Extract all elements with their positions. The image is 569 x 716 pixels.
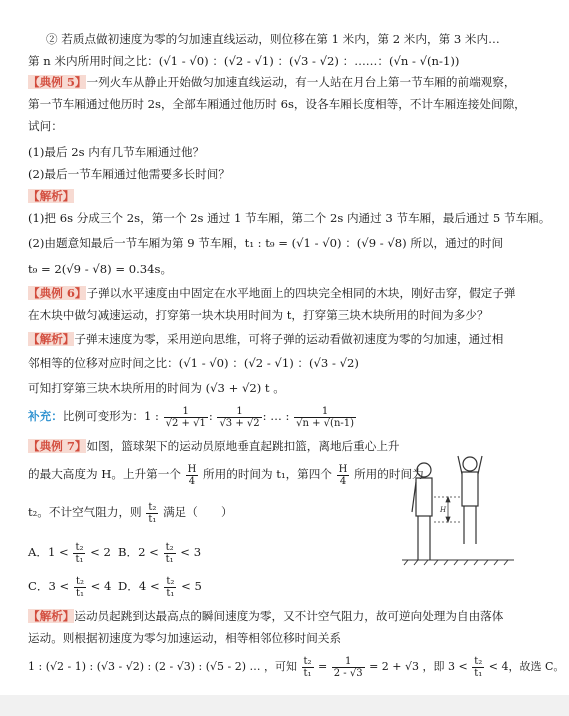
numerator: t₂ [75, 575, 84, 587]
example-tag: 【典例 6】 [28, 286, 87, 300]
text-fragment: 满足（ ） [163, 505, 233, 519]
fraction [337, 464, 350, 487]
text-line: 可知打穿第三块木块所用的时间为 (√3 + √2) t 。 [28, 381, 285, 395]
fraction [294, 406, 356, 429]
option-label: D．4 < [118, 579, 160, 593]
text-line: ② 若质点做初速度为零的匀加速直线运动，则位移在第 1 米内，第 2 米内，第 3 米内… [46, 32, 500, 46]
denominator: 4 [188, 475, 196, 487]
text-line: 如图，篮球架下的运动员原地垂直起跳扣篮，离地后重心上升 [86, 439, 400, 453]
option-text: < 2 [90, 545, 111, 559]
text-line: 比例可变形为： [62, 409, 144, 423]
text-fragment: < 4，故选 C。 [488, 660, 565, 673]
text-line-with-fractions [28, 652, 564, 682]
ratio-sep: : [208, 409, 213, 423]
denominator: t₁ [148, 513, 157, 525]
fraction [332, 656, 365, 679]
text-line: 运动。则根据初速度为零匀加速运动，相等相邻位移时间关系 [28, 631, 342, 645]
text-line: 在木块中做匀减速运动，打穿第一块木块用时间为 t，打穿第三块木块所用的时间为多少？ [28, 308, 489, 322]
denominator: t₁ [75, 553, 84, 565]
denominator: 2 - √3 [333, 667, 363, 679]
option-a[interactable] [28, 538, 111, 566]
numerator: t₂ [303, 655, 312, 667]
option-d[interactable] [118, 572, 202, 600]
player-jumping [458, 456, 482, 544]
text-fragment: 1 : (√2 - 1) : (√3 - √2) : (2 - √3) : (√5 - 2) … ，可知 [28, 660, 297, 673]
question-line: (2)最后一节车厢通过他需要多长时间？ [28, 167, 230, 181]
option-b[interactable] [118, 538, 201, 566]
analysis-tag: 【解析】 [28, 189, 75, 203]
denominator: t₁ [75, 587, 84, 599]
text-line: 试问： [28, 119, 63, 133]
text-line: 第一节车厢通过他历时 2s，全部车厢通过他历时 6s，设各车厢长度相等，不计车厢连接处间隙， [28, 97, 526, 111]
denominator: t₁ [166, 587, 175, 599]
example-tag: 【典例 5】 [28, 75, 87, 89]
denominator: √2 + √1 [165, 417, 206, 429]
fraction [217, 406, 261, 429]
example-tag: 【典例 7】 [28, 439, 87, 453]
option-c[interactable] [28, 572, 111, 600]
numerator: t₂ [474, 655, 483, 667]
numerator: 1 [294, 406, 356, 418]
denominator: t₁ [303, 667, 312, 679]
fraction [164, 542, 176, 565]
text-fragment: 所用的时间为 t₁，第四个 [203, 467, 332, 481]
basketball-jump-figure [398, 452, 516, 572]
text-fragment: 的最大高度为 H。上升第一个 [28, 467, 181, 481]
denominator: 4 [339, 475, 347, 487]
numerator: t₂ [148, 501, 157, 513]
height-marker [434, 497, 462, 522]
text-line: 一列火车从静止开始做匀加速直线运动，有一人站在月台上第一节车厢的前端观察， [86, 75, 516, 89]
equals-sign: = [318, 660, 328, 673]
text-fragment: = 2 + √3 ，即 3 < [369, 660, 468, 673]
fraction [186, 464, 199, 487]
text-fragment: 所用的时间为 [354, 467, 424, 481]
numerator: 1 [332, 656, 365, 668]
fraction [302, 656, 314, 679]
text-line-with-fractions [28, 498, 233, 526]
numerator: t₂ [166, 575, 175, 587]
text-line: 子弹末速度为零，采用逆向思维，可将子弹的运动看做初速度为零的匀加速，通过相 [74, 332, 504, 346]
height-label: H [440, 506, 447, 514]
text-line-with-fractions [28, 460, 424, 488]
denominator: t₁ [165, 553, 174, 565]
analysis-tag: 【解析】 [28, 609, 75, 623]
numerator: t₂ [75, 541, 84, 553]
page-footer-band [0, 695, 569, 716]
supplement-tag: 补充： [28, 409, 63, 423]
fraction [74, 576, 86, 599]
text-line: 邻相等的位移对应时间之比：(√1 - √0) ：(√2 - √1) ：(√3 - √2) [28, 356, 359, 370]
numerator: 1 [217, 406, 261, 418]
fraction [73, 542, 85, 565]
option-label: C．3 < [28, 579, 70, 593]
numerator: t₂ [165, 541, 174, 553]
fraction [164, 576, 176, 599]
text-line: (2)由题意知最后一节车厢为第 9 节车厢，t₁ : t₉ = (√1 - √0) ：(√9 - √8) 所以，通过的时间 [28, 236, 504, 250]
ground [402, 560, 514, 565]
player-standing [412, 463, 432, 560]
numerator: 1 [164, 406, 208, 418]
text-line: 运动员起跳到达最高点的瞬间速度为零，又不计空气阻力，故可逆向处理为自由落体 [74, 609, 504, 623]
fraction [164, 406, 208, 429]
ratio-dots: : … : [262, 409, 290, 423]
fraction [146, 502, 158, 525]
denominator: t₁ [474, 667, 483, 679]
denominator: √3 + √2 [219, 417, 260, 429]
text-line: 第 n 米内所用时间之比：(√1 - √0) ：(√2 - √1) ：(√3 - √2) ：……：(√n - √(n-1)) [28, 54, 460, 68]
numerator: H [338, 463, 348, 475]
option-text: < 4 [90, 579, 112, 593]
analysis-tag: 【解析】 [28, 332, 75, 346]
ratio-lead: 1 : [143, 409, 159, 423]
numerator: H [187, 463, 197, 475]
supplement-line [28, 402, 357, 430]
option-label: A．1 < [28, 545, 69, 559]
text-fragment: t₂。不计空气阻力，则 [28, 505, 142, 519]
fraction [472, 656, 484, 679]
text-line: (1)把 6s 分成三个 2s，第一个 2s 通过 1 节车厢，第二个 2s 内通过 3 节车厢，最后通过 5 节车厢。 [28, 211, 551, 225]
denominator: √n + √(n-1) [296, 417, 355, 429]
option-text: < 3 [180, 545, 202, 559]
text-line: t₉ = 2(√9 - √8) = 0.34s。 [28, 262, 173, 276]
option-label: B．2 < [118, 545, 159, 559]
option-text: < 5 [181, 579, 202, 593]
question-line: (1)最后 2s 内有几节车厢通过他？ [28, 145, 205, 159]
text-line: 子弹以水平速度由中固定在水平地面上的四块完全相同的木块，刚好击穿，假定子弹 [86, 286, 516, 300]
